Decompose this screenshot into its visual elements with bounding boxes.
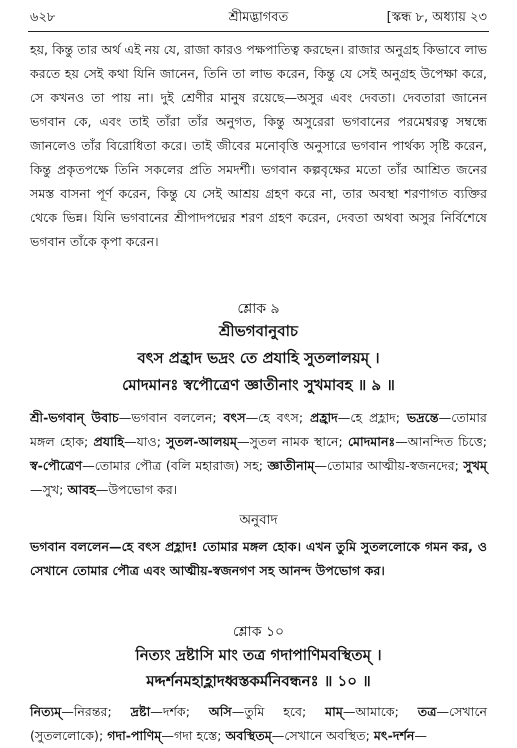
header-divider xyxy=(28,31,489,32)
synonym-meaning: —তুমি হবে; xyxy=(231,704,326,719)
verse-9-translation: ভগবান বললেন—হে বৎস প্রহ্লাদ! তোমার মঙ্গল হোক। এখন তুমি সুতললোকে গমন কর, ও সেখানে তোমার পৌত্র এবং আত্মীয়-স্বজনগণ সহ আনন্দ উপভোগ কর। xyxy=(30,539,487,578)
verse-10-line-2: মদ্দর্শনমহাহ্লাদধ্বস্তকর্মনিবন্ধনঃ ॥ ১০ ॥ xyxy=(146,672,371,690)
synonym-term: অসি xyxy=(208,704,232,719)
verse-9-line-1: বৎস প্রহ্রাদ ভদ্রং তে প্রযাহি সুতলালয়ম্ । xyxy=(137,349,380,367)
synonym-term: আবহ xyxy=(67,482,96,497)
synonym-term: অবস্থিতম্ xyxy=(225,728,272,743)
synonym-meaning: — xyxy=(414,728,428,743)
book-title: শ্রীমদ্ভাগবত xyxy=(228,10,289,25)
page-header xyxy=(30,8,487,30)
verse-9-synonyms xyxy=(30,406,487,502)
synonym-term: প্রযাহি xyxy=(93,434,124,449)
synonym-meaning: —যাও; xyxy=(123,434,167,449)
synonym-meaning: —তোমার পৌত্র (বলি মহারাজ) সহ; xyxy=(82,458,268,473)
verse-9-label: শ্লোক ৯ xyxy=(237,301,280,317)
synonym-term: স্ব-পৌত্রেণ xyxy=(30,458,83,473)
verse-10-label: শ্লোক ১০ xyxy=(232,624,285,640)
synonym-meaning: —হে বৎস; xyxy=(245,410,311,425)
synonym-meaning: —তোমার মঙ্গল হোক; xyxy=(30,410,487,449)
verse-10-line-1: নিত্যং দ্রষ্টাসি মাং তত্র গদাপাণিমবস্থিতম্ । xyxy=(135,646,382,664)
verse-9-speaker: শ্রীভগবানুবাচ xyxy=(218,322,299,340)
synonym-meaning: —সুখ; xyxy=(30,482,68,497)
verse-10-synonyms xyxy=(30,700,487,748)
synonym-term: নিত্যম্ xyxy=(30,704,62,719)
synonym-term: শ্রী-ভগবান্ উবাচ xyxy=(30,410,119,425)
synonym-term: গদা-পাণিম্ xyxy=(107,728,162,743)
synonym-term: জ্ঞাতীনাম্ xyxy=(267,458,315,473)
synonym-meaning: —সুতল নামক স্থানে; xyxy=(237,434,348,449)
translation-heading: অনুবাদ xyxy=(239,512,278,528)
purport-paragraph: হয়, কিন্তু তার অর্থ এই নয় যে, রাজা কারও পক্ষপাতিত্ব করছেন। রাজার অনুগ্রহ কিভাবে লাভ করতে হয় সেই কথা যিনি জানেন, তিনি তা লাভ করেন, কিন্তু যে সেই অনুগ্রহ উপেক্ষা করে, সে কখনও তা পায় না। দুই শ্রেণীর মানুষ রয়েছে—অসুর এবং দেবতা। দেবতারা জানেন ভগবান কে, এবং তাই তাঁরা তাঁর অনুগত, কিন্তু অসুরেরা ভগবানের পরমেশ্বরত্ব সম্বন্ধে জানলেও তাঁর বিরোধিতা করে। তাই জীবের মনোবৃত্তি অনুসারে ভগবান পার্থক্য সৃষ্টি করেন, কিন্তু প্রকৃতপক্ষে তিনি সকলের প্রতি সমদর্শী। ভগবান কল্পবৃক্ষের মতো তাঁর আশ্রিত জনের সমস্ত বাসনা পূর্ণ করেন, কিন্তু যে সেই আশ্রয় গ্রহণ করে না, তার অবস্থা শরণাগত ব্যক্তির থেকে ভিন্ন। যিনি ভগবানের শ্রীপাদপদ্মের শরণ গ্রহণ করেন, দেবতা অথবা অসুর নির্বিশেষে ভগবান তাঁকে কৃপা করেন। xyxy=(30,42,487,249)
synonym-term: সুখম্ xyxy=(463,458,487,473)
canto-chapter-label: [স্কন্ধ ৮, অধ্যায় ২৩ xyxy=(386,10,487,25)
synonym-meaning: —উপভোগ কর। xyxy=(95,482,178,497)
synonym-meaning: —দর্শক; xyxy=(150,704,209,719)
synonym-meaning: —গদা হস্তে; xyxy=(161,728,226,743)
synonym-meaning: —নিরন্তর; xyxy=(61,704,131,719)
synonym-term: সুতল-আলয়ম্ xyxy=(166,434,237,449)
synonym-meaning: —আমাকে; xyxy=(342,704,418,719)
synonym-term: প্রহ্রাদ xyxy=(310,410,338,425)
synonym-meaning: —আনন্দিত চিত্তে; xyxy=(395,434,487,449)
page-number: ৬২৮ xyxy=(30,10,56,25)
synonym-term: মাম্ xyxy=(325,704,343,719)
synonym-meaning: —সেখানে (সুতললোকে); xyxy=(30,704,488,743)
verse-9-line-2: মোদমানঃ স্বপৌত্রেণ জ্ঞাতীনাং সুখমাবহ ॥ ৯ ॥ xyxy=(122,376,395,394)
synonym-meaning: —হে প্রহ্লাদ; xyxy=(337,410,407,425)
synonym-term: মোদমানঃ xyxy=(347,434,396,449)
synonym-term: ভদ্রম্ xyxy=(406,410,439,425)
synonym-meaning: —সেখানে অবস্থিত; xyxy=(271,728,374,743)
synonym-term: তত্র xyxy=(417,704,437,719)
synonym-meaning: —তোমার আত্মীয়-স্বজনদের; xyxy=(314,458,464,473)
synonym-term: দ্রষ্টা xyxy=(130,704,151,719)
synonym-term: বৎস xyxy=(223,410,246,425)
synonym-meaning: —ভগবান বললেন; xyxy=(118,410,224,425)
synonym-term: মৎ-দর্শন xyxy=(373,728,415,743)
